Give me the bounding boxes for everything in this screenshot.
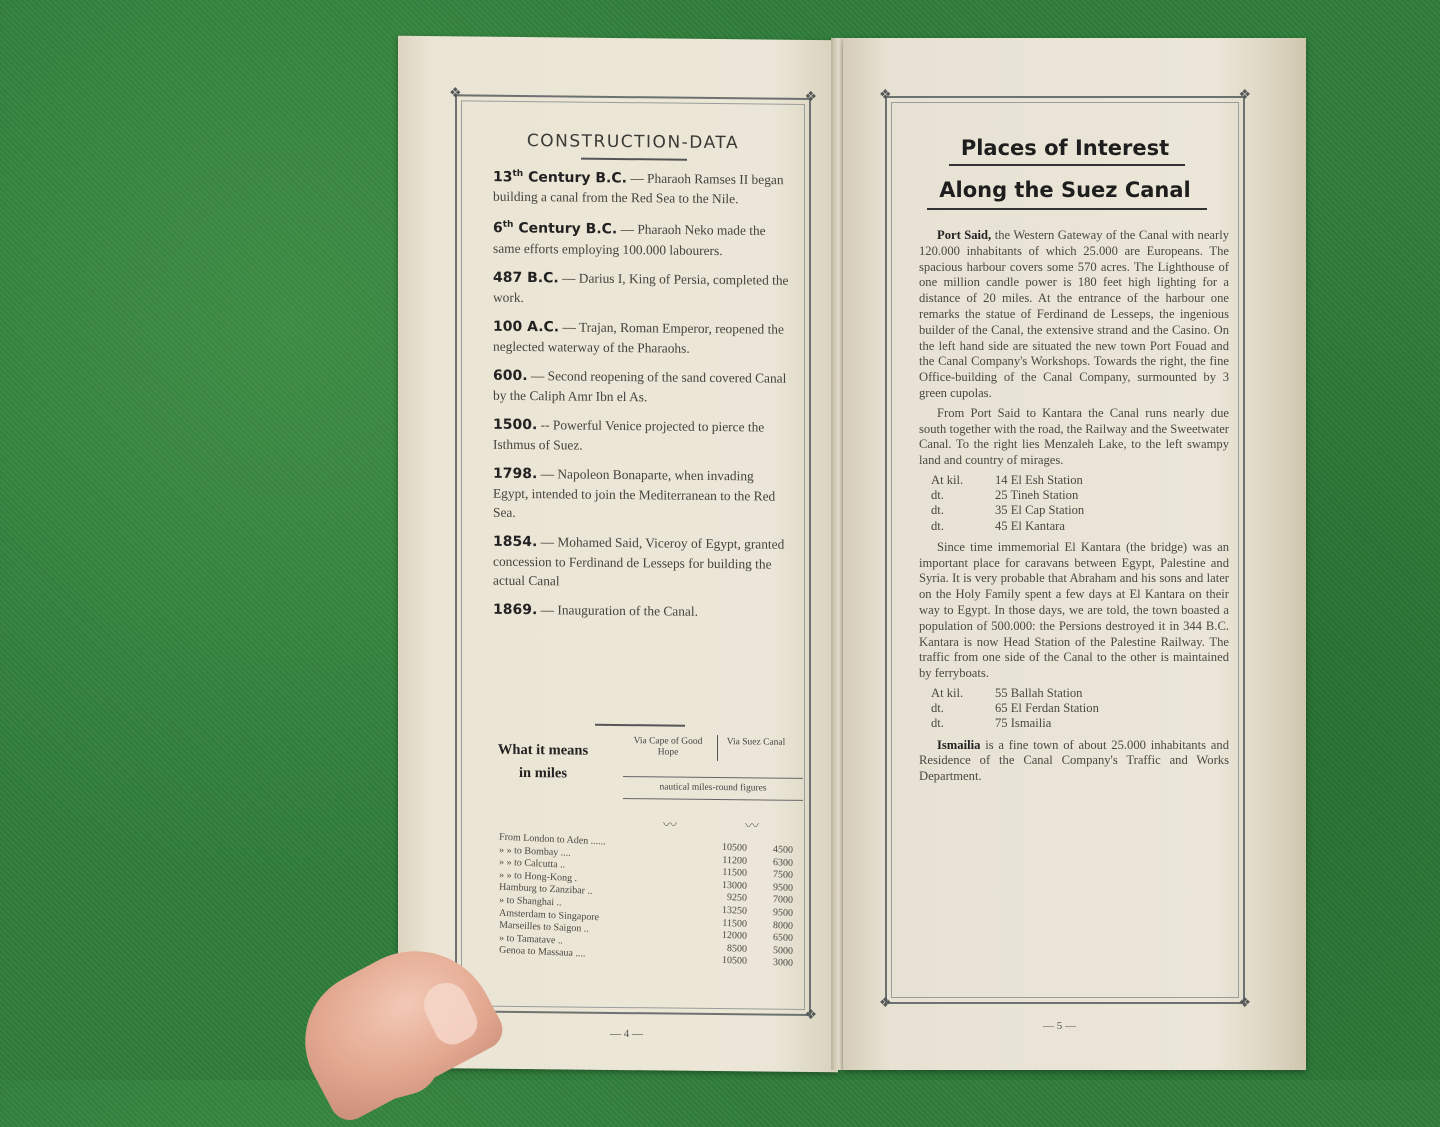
construction-entry — [493, 600, 791, 623]
entry-date: 1854. — [493, 533, 538, 551]
construction-data-heading: CONSTRUCTION-DATA — [526, 131, 740, 154]
title-underline — [927, 208, 1207, 210]
route-cape-miles: 13250 — [721, 904, 748, 917]
entry-date: 13 — [493, 169, 513, 186]
left-page — [398, 36, 838, 1073]
entry-text: — Trajan, Roman Emperor, reopened the neglected waterway of the Pharaohs. — [493, 319, 784, 356]
entry-text: — Inauguration of the Canal. — [537, 602, 698, 619]
station-name: 55 Ballah Station — [995, 685, 1083, 700]
station-name: 14 El Esh Station — [995, 472, 1083, 487]
corner-ornament-icon: ❖ — [449, 86, 462, 102]
route-cape-miles: 9250 — [726, 892, 748, 905]
station-row — [931, 488, 1229, 503]
station-name: 45 El Kantara — [995, 518, 1065, 533]
route-name: Amsterdam to Singapore — [498, 907, 600, 923]
entry-date: 6 — [493, 220, 503, 237]
entry-text: -- Powerful Venice projected to pierce the Isthmus of Suez. — [493, 417, 765, 453]
construction-entry — [493, 464, 791, 525]
station-km-label: dt. — [931, 503, 944, 518]
station-km-label: dt. — [931, 518, 944, 533]
right-page-frame — [879, 88, 1251, 1011]
routes-list — [498, 831, 794, 970]
title-underline — [949, 164, 1185, 166]
route-name: Genoa to Massaua .... — [498, 944, 586, 960]
construction-entry — [493, 532, 791, 593]
corner-ornament-icon: ❖ — [804, 1007, 817, 1024]
entry-date: 1798. — [493, 465, 538, 483]
route-name: » to Shanghai .. — [498, 894, 562, 909]
route-cape-miles: 11500 — [722, 866, 748, 880]
route-suez-miles: 8000 — [772, 919, 794, 932]
construction-entry — [493, 216, 791, 261]
paragraph-kantara: Since time immemorial El Kantara (the bridge) was an important place for caravans between Egypt, Palestine and Syria. It is very probable that Abraham and his sons and later on the Holy Family spent a few days at El Kantara on their way to Egypt. In those days, we are told, the town boasted a population of 500.000: the Persions destroyed it in 344 B.C. Kantara is now Head Station of the Palestine Railway. The traffic from one side of the Canal to the other is maintained by ferryboats. — [919, 539, 1229, 681]
paragraph-route: From Port Said to Kantara the Canal runs nearly due south together with the road, the Railway and the Sweetwater Canal. To the right lies Menzaleh Lake, to the left swampy land and country of mirages. — [919, 405, 1229, 468]
page-number-right: — 5 — — [1043, 1020, 1076, 1032]
page-number-left: — 4 — — [610, 1027, 643, 1041]
entry-date-suffix: th — [512, 168, 524, 180]
construction-entry — [493, 415, 791, 457]
station-km-label: dt. — [931, 488, 944, 503]
route-suez-miles: 3000 — [772, 957, 794, 970]
station-km-label: dt. — [931, 701, 944, 716]
col-cape-header: Via Cape of Good Hope — [633, 736, 703, 758]
route-name: » » to Calcutta .. — [498, 856, 566, 871]
route-suez-miles: 5000 — [772, 944, 794, 957]
paragraph-port-said: Port Said, the Western Gateway of the Canal with nearly 120.000 inhabitants of which 25.000 are Europeans. The spacious harbour covers some 570 acres. The Lighthouse of one million candle power is 180 feet high lighting for a distance of 20 miles. At the entrance of the harbour one remarks the statue of Ferdinand de Lesseps, the ingenious builder of the Canal, the extensive strand and the Casino. On the left hand side are situated the new town Port Fouad and the Canal Company's Workshops. Towards the right, the fine Office-building of the Canal Company, surmounted by 3 green cupolas. — [919, 228, 1230, 400]
route-suez-miles: 7000 — [772, 894, 794, 907]
open-booklet — [398, 38, 1306, 1070]
station-km-label: At kil. — [931, 685, 964, 700]
route-cape-miles: 12000 — [721, 929, 748, 943]
entry-date-rest: Century B.C. — [523, 169, 627, 187]
entry-text: — Second reopening of the sand covered Canal by the Caliph Amr Ibn el As. — [493, 367, 787, 405]
route-suez-miles: 9500 — [772, 881, 794, 894]
corner-ornament-icon: ❖ — [1238, 996, 1251, 1011]
entry-date: 1500. — [493, 416, 538, 434]
route-name: Hamburg to Zanzibar .. — [498, 882, 593, 898]
entry-text: — Pharaoh Neko made the same efforts employing 100.000 labourers. — [493, 221, 766, 259]
route-cape-miles: 11500 — [722, 917, 748, 930]
station-name: 35 El Cap Station — [995, 503, 1085, 518]
entry-text: — Pharaoh Ramses II began building a canal from the Red Sea to the Nile. — [493, 170, 784, 207]
miles-subheading: nautical miles-round figures — [659, 782, 767, 794]
station-name: 65 El Ferdan Station — [995, 701, 1099, 716]
construction-entry — [493, 268, 791, 310]
station-name: 75 Ismailia — [995, 716, 1052, 731]
route-cape-miles: 10500 — [721, 841, 748, 854]
station-row — [931, 701, 1229, 716]
construction-entry — [493, 165, 791, 210]
paragraph-ismailia: Ismailia is a fine town of about 25.000 inhabitants and Residence of the Canal Company's Traffic and Works Department. — [919, 737, 1229, 784]
station-row — [931, 686, 1229, 701]
left-page-frame — [449, 86, 817, 1024]
station-row — [931, 519, 1229, 534]
entry-date: 100 A.C. — [493, 318, 560, 336]
station-row — [931, 503, 1229, 518]
entry-date-suffix: th — [502, 220, 514, 231]
places-body — [919, 228, 1229, 789]
station-km-label: At kil. — [931, 472, 964, 487]
col-suez-header: Via Suez Canal — [726, 737, 786, 748]
corner-ornament-icon: ❖ — [879, 996, 892, 1011]
station-list-2 — [931, 686, 1229, 732]
route-name: From London to Aden ...... — [498, 831, 606, 848]
route-cape-miles: 10500 — [721, 955, 748, 968]
entry-date: 487 B.C. — [493, 269, 559, 287]
places-title-line2: Along the Suez Canal — [939, 178, 1191, 202]
route-name: » to Tamatave .. — [498, 932, 564, 947]
entry-date-rest: Century B.C. — [513, 220, 618, 238]
route-cape-miles: 8500 — [726, 942, 748, 955]
construction-entry — [493, 366, 791, 408]
station-list-1 — [931, 473, 1229, 534]
entry-date: 600. — [493, 367, 528, 384]
route-suez-miles: 6500 — [772, 932, 794, 945]
entry-date: 1869. — [493, 601, 538, 619]
route-suez-miles: 9500 — [772, 907, 794, 919]
route-name: » » to Bombay .... — [498, 844, 571, 859]
places-title-line1: Places of Interest — [960, 136, 1170, 160]
station-row — [931, 716, 1229, 731]
corner-ornament-icon: ❖ — [1238, 88, 1251, 103]
route-suez-miles: 4500 — [772, 844, 794, 856]
entry-text: — Napoleon Bonaparte, when invading Egypt, intended to join the Mediterranean to the Red Sea. — [493, 466, 776, 520]
miles-table: What it means in miles Via Cape of Good Hope Via Suez Canal nautical miles-round figures 〰 〰 From London to Aden ...... 10500 4500 » » to Bombay .... 11200 6300 » » to Calcutta .. 11500 7500 » » to Hong-Kong . 13000 9500 Hamburg to Zanzibar .. 9250 7000 » to Shanghai .. 13250 9500 Amsterdam to Singapore 11500 8000 Marseilles to Saigon .. 12000 6500 » to Tamatave .. 8500 5000 Genoa to Massaua .... 10500 3000 — [483, 729, 793, 732]
route-cape-miles: 13000 — [721, 879, 748, 892]
corner-ornament-icon: ❖ — [804, 89, 817, 106]
station-km-label: dt. — [931, 716, 944, 731]
corner-ornament-icon: ❖ — [879, 88, 892, 103]
entry-text: — Mohamed Said, Viceroy of Egypt, granted concession to Ferdinand de Lesseps for building the actual Canal — [493, 534, 785, 589]
entry-text: — Darius I, King of Persia, completed the work. — [493, 270, 789, 305]
route-suez-miles: 7500 — [772, 869, 794, 882]
station-name: 25 Tineh Station — [995, 488, 1079, 503]
route-name: » » to Hong-Kong . — [498, 869, 578, 884]
route-cape-miles: 11200 — [722, 854, 748, 867]
construction-entry — [493, 317, 791, 359]
miles-table-title: What it means in miles — [497, 741, 589, 782]
route-name: Marseilles to Saigon .. — [498, 919, 589, 935]
construction-entries — [493, 165, 791, 633]
route-suez-miles: 6300 — [772, 856, 794, 869]
station-row — [931, 473, 1229, 488]
right-page — [843, 38, 1306, 1070]
